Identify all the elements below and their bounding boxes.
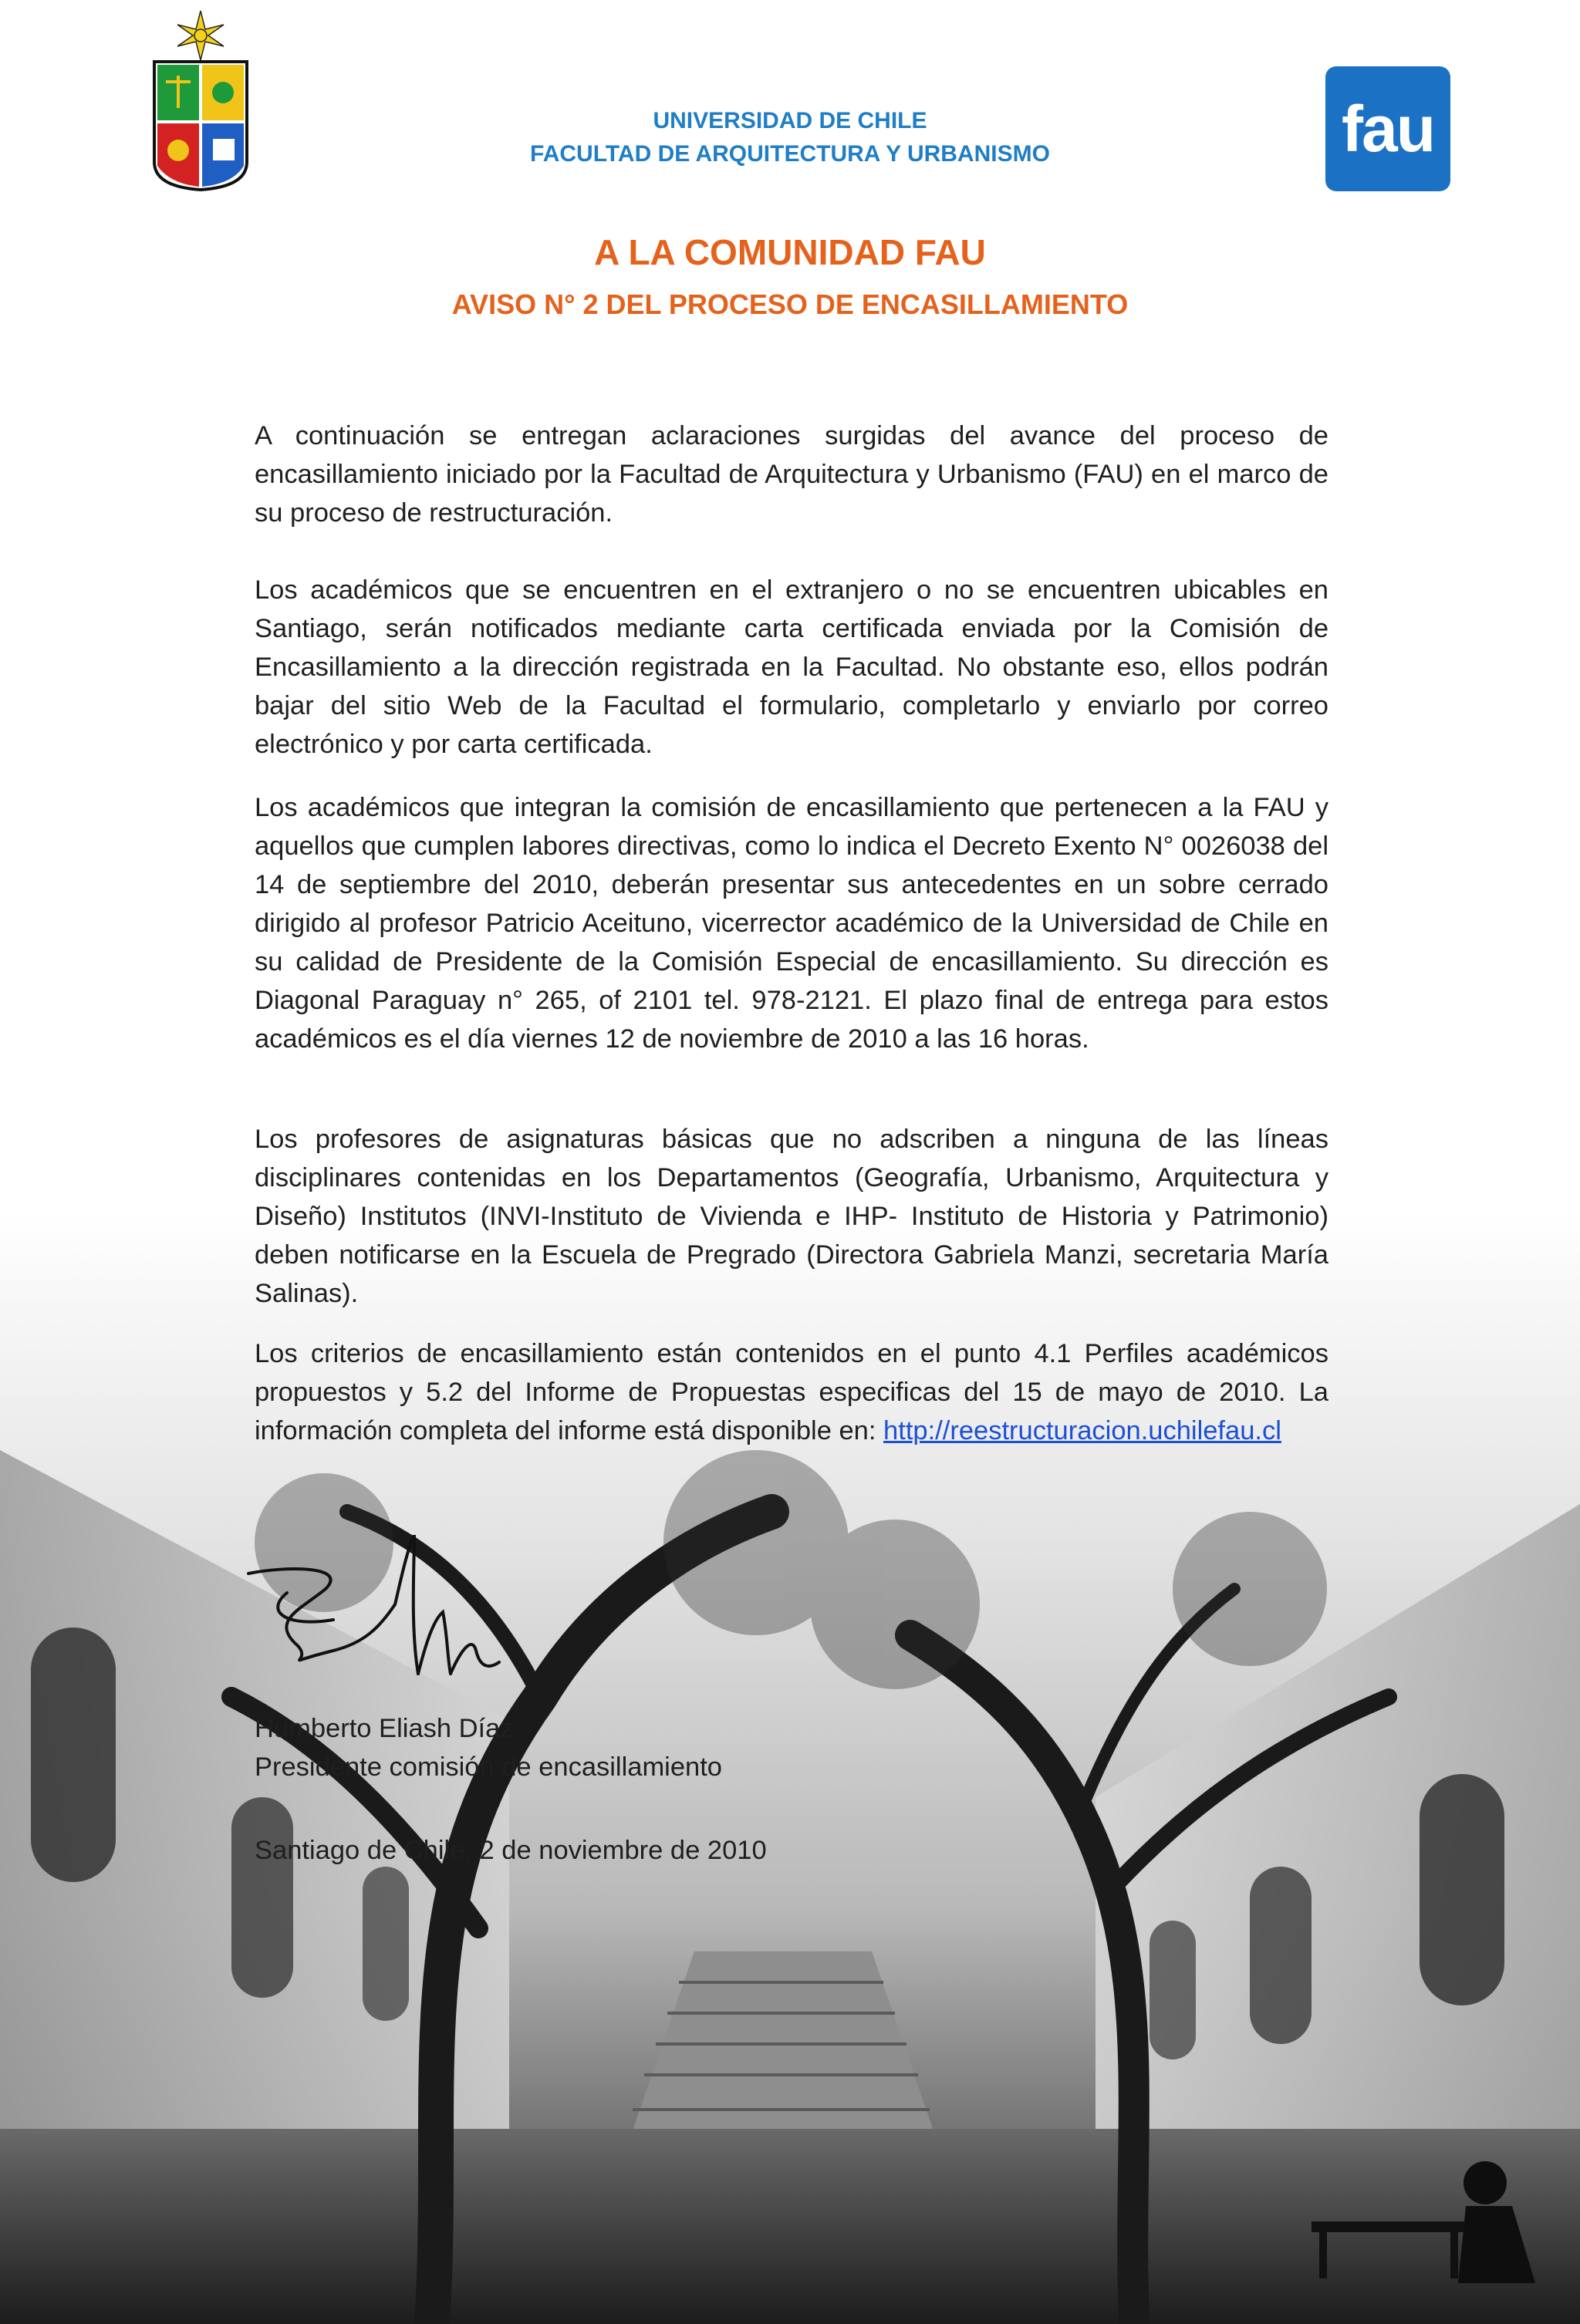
university-crest-icon [147,8,255,194]
paragraph-criteria [255,1334,1328,1450]
page-subtitle: AVISO N° 2 DEL PROCESO DE ENCASILLAMIENTO [451,288,1129,320]
report-link[interactable]: http://reestructuracion.uchilefau.cl [883,1416,1281,1445]
signer-role: Presidente comisión de encasillamiento [255,1752,722,1782]
university-name: UNIVERSIDAD DE CHILE [653,108,927,133]
paragraph-intro: A continuación se entregan aclaraciones surgidas del avance del proceso de encasillamiento iniciado por la Facultad de Arquitectura y Urbanismo (FAU) en el marco de su proceso de restructuración. [255,421,1328,528]
faculty-name: FACULTAD DE ARQUITECTURA Y URBANISMO [530,141,1050,167]
page-title: A LA COMUNIDAD FAU [594,232,986,272]
fau-logo: fau [1325,66,1450,191]
criteria-text: Los criterios de encasillamiento están contenidos en el punto 4.1 Perfiles académicos propuestos y 5.2 del Informe de Propuestas especificas del 15 de mayo de 2010. La información completa del informe está disponible en: http://reestructuracion.uchilefau.cl [255,1339,1328,1445]
signature [241,1535,534,1712]
paragraph-basic-courses: Los profesores de asignaturas básicas que no adscriben a ninguna de las líneas disciplinares contenidas en los Departamentos (Geografía, Urbanismo, Arquitectura y Diseño) Institutos (INVI-Instituto de Vivienda e IHP- Instituto de Historia y Patrimonio) deben notificarse en la Escuela de Pregrado (Directora Gabriela Manzi, secretaria María Salinas). [255,1125,1328,1308]
place-date: Santiago de Chile, 2 de noviembre de 2010 [255,1836,767,1865]
signer-name: Humberto Eliash Díaz [255,1714,514,1743]
paragraph-abroad: Los académicos que se encuentren en el extranjero o no se encuentren ubicables en Santiago, serán notificados mediante carta certificada enviada por la Comisión de Encasillamiento a la dirección registrada en la Facultad. No obstante eso, ellos podrán bajar del sitio Web de la Facultad el formulario, completarlo y enviarlo por correo electrónico y por carta certificada. [255,575,1328,759]
paragraph-commission: Los académicos que integran la comisión de encasillamiento que pertenecen a la FAU y aquellos que cumplen labores directivas, como lo indica el Decreto Exento N° 0026038 del 14 de septiembre del 2010, deberán presentar sus antecedentes en un sobre cerrado dirigido al profesor Patricio Aceituno, vicerrector académico de la Universidad de Chile en su calidad de Presidente de la Comisión Especial de encasillamiento. Su dirección es Diagonal Paraguay n° 265, of 2101 tel. 978-2121. El plazo final de entrega para estos académicos es el día viernes 12 de noviembre de 2010 a las 16 horas. [255,793,1328,1054]
